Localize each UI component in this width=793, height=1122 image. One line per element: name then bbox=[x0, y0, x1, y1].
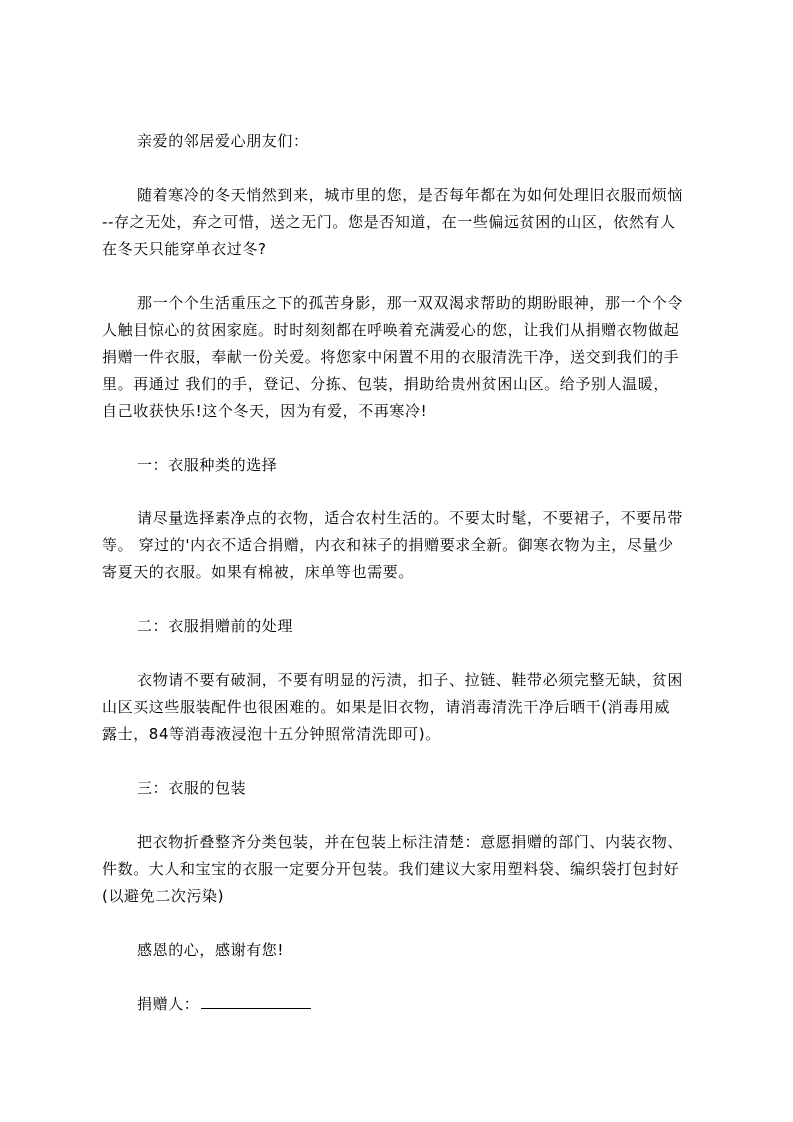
paragraph-line: 捐赠一件衣服，奉献一份关爱。将您家中闲置不用的衣服清洗干净，送交到我们的手 bbox=[102, 348, 680, 366]
donor-signature-row bbox=[137, 994, 737, 1014]
paragraph-line: --存之无处，弃之可惜，送之无门。您是否知道，在一些偏远贫困的山区，依然有人 bbox=[102, 213, 676, 231]
paragraph-line: 那一个个生活重压之下的孤苦身影，那一双双渴求帮助的期盼眼神，那一个个令 bbox=[137, 294, 684, 312]
paragraph-line: 件数。大人和宝宝的衣服一定要分开包装。我们建议大家用塑料袋、编织袋打包封好 bbox=[102, 860, 680, 878]
paragraph-line: (以避免二次污染) bbox=[102, 887, 225, 905]
donor-signature-blank[interactable] bbox=[201, 994, 311, 1009]
section-heading-2: 二：衣服捐赠前的处理 bbox=[137, 617, 294, 635]
donor-label: 捐赠人： bbox=[137, 995, 200, 1013]
section-heading-3: 三：衣服的包装 bbox=[137, 779, 247, 797]
paragraph-line: 人触目惊心的贫困家庭。时时刻刻都在呼唤着充满爱心的您，让我们从捐赠衣物做起 bbox=[102, 321, 680, 339]
paragraph-line: 自己收获快乐!这个冬天，因为有爱，不再寒冷! bbox=[102, 402, 428, 420]
paragraph-line: 把衣物折叠整齐分类包装，并在包装上标注清楚：意愿捐赠的部门、内装衣物、 bbox=[137, 833, 684, 851]
paragraph-line: 衣物请不要有破洞，不要有明显的污渍，扣子、拉链、鞋带必须完整无缺，贫困 bbox=[137, 671, 684, 689]
paragraph-line: 寄夏天的衣服。如果有棉被，床单等也需要。 bbox=[102, 563, 415, 581]
greeting: 亲爱的邻居爱心朋友们： bbox=[137, 132, 309, 150]
paragraph-line: 露士，84等消毒液浸泡十五分钟照常清洗即可)。 bbox=[102, 725, 441, 743]
paragraph-line: 里。再通过 我们的手，登记、分拣、包装，捐助给贵州贫困山区。给予别人温暖， bbox=[102, 375, 669, 393]
paragraph-line: 在冬天只能穿单衣过冬? bbox=[102, 240, 267, 258]
closing-line: 感恩的心，感谢有您! bbox=[137, 941, 285, 959]
section-heading-1: 一：衣服种类的选择 bbox=[137, 456, 278, 474]
paragraph-line: 随着寒冷的冬天悄然到来，城市里的您，是否每年都在为如何处理旧衣服而烦恼 bbox=[137, 186, 684, 204]
paragraph-line: 山区买这些服装配件也很困难的。如果是旧衣物，请消毒清洗干净后晒干(消毒用威 bbox=[102, 698, 671, 716]
paragraph-line: 请尽量选择素净点的衣物，适合农村生活的。不要太时髦，不要裙子，不要吊带 bbox=[137, 509, 684, 527]
paragraph-line: 等。 穿过的'内衣不适合捐赠，内衣和袜子的捐赠要求全新。御寒衣物为主，尽量少 bbox=[102, 536, 674, 554]
